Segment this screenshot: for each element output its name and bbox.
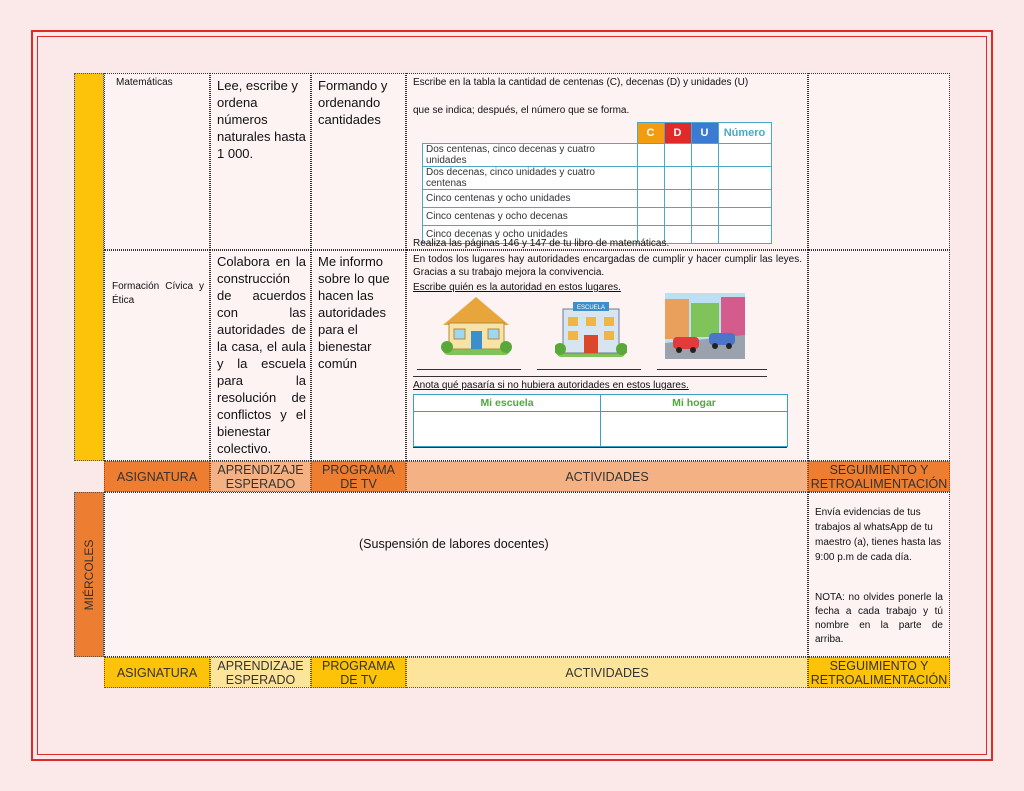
civ-intro: En todos los lugares hay autoridades encargadas de cumplir y hacer cumplir las leyes. Gracias a su trabajo mejora la convivencia. bbox=[413, 254, 802, 278]
cdu-input-c[interactable] bbox=[637, 167, 664, 190]
cdu-input-numero[interactable] bbox=[718, 167, 771, 190]
civ-task2: Anota qué pasaría si no hubiera autoridades en estos lugares. bbox=[413, 380, 689, 391]
header-tv-2: PROGRAMA DE TV bbox=[311, 657, 406, 688]
answer-line-house[interactable] bbox=[417, 369, 521, 370]
math-subject: Matemáticas bbox=[116, 77, 173, 88]
school-sign-text: ESCUELA bbox=[576, 305, 606, 311]
cdu-row-label: Dos decenas, cinco unidades y cuatro centenas bbox=[423, 167, 638, 190]
cdu-input-d[interactable] bbox=[664, 167, 691, 190]
civ-followup-cell bbox=[808, 250, 950, 461]
cdu-header-u: U bbox=[691, 123, 718, 144]
wed-followup-cell bbox=[808, 492, 950, 657]
header-followup: SEGUIMIENTO Y RETROALIMENTACIÓN bbox=[808, 461, 950, 492]
math-learning-cell bbox=[210, 73, 311, 250]
header-subject: ASIGNATURA bbox=[104, 461, 210, 492]
suspension-text: (Suspensión de labores docentes) bbox=[359, 537, 549, 551]
math-instruction-2: que se indica; después, el número que se forma. bbox=[413, 105, 630, 116]
cdu-input-d[interactable] bbox=[664, 208, 691, 226]
civ-tv: Me informo sobre lo que hacen las autoridades para el bienestar común bbox=[318, 254, 390, 371]
math-tv-cell bbox=[311, 73, 406, 250]
civ-learning-cell bbox=[210, 250, 311, 461]
header-learning-2: APRENDIZAJE ESPERADO bbox=[210, 657, 311, 688]
math-tv: Formando y ordenando cantidades bbox=[318, 78, 388, 127]
math-instruction: Escribe en la tabla la cantidad de centenas (C), decenas (D) y unidades (U) bbox=[413, 77, 749, 88]
math-followup-cell bbox=[808, 73, 950, 250]
cdu-header-d: D bbox=[664, 123, 691, 144]
evidence-note: Envía evidencias de tus trabajos al whatsApp de tu maestro (a), tienes hasta las 9:00 p.m de cada día. bbox=[815, 507, 942, 563]
cdu-row-label: Cinco decenas y ocho unidades bbox=[423, 226, 638, 244]
header-learning: APRENDIZAJE ESPERADO bbox=[210, 461, 311, 492]
school-home-table bbox=[413, 394, 788, 447]
civ-activities-cell bbox=[406, 250, 808, 461]
cdu-input-c[interactable] bbox=[637, 208, 664, 226]
header-followup-2: SEGUIMIENTO Y RETROALIMENTACIÓN bbox=[808, 657, 950, 688]
civ-task1: Escribe quién es la autoridad en estos lugares. bbox=[413, 282, 621, 293]
col-mi-escuela: Mi escuela bbox=[414, 395, 601, 412]
cdu-header-numero: Número bbox=[718, 123, 771, 144]
cdu-input-numero[interactable] bbox=[718, 208, 771, 226]
cdu-input-u[interactable] bbox=[691, 208, 718, 226]
cdu-input-c[interactable] bbox=[637, 190, 664, 208]
cdu-input-u[interactable] bbox=[691, 144, 718, 167]
cdu-input-u[interactable] bbox=[691, 226, 718, 244]
wed-content-cell bbox=[104, 492, 808, 657]
math-activities-cell bbox=[406, 73, 808, 250]
cdu-input-numero[interactable] bbox=[718, 144, 771, 167]
header-activities-2: ACTIVIDADES bbox=[406, 657, 808, 688]
cdu-row-label: Cinco centenas y ocho unidades bbox=[423, 190, 638, 208]
answer-line-street[interactable] bbox=[657, 369, 767, 370]
cdu-input-numero[interactable] bbox=[718, 226, 771, 244]
cdu-table bbox=[422, 122, 772, 244]
civ-tv-cell bbox=[311, 250, 406, 461]
cdu-row-label: Cinco centenas y ocho decenas bbox=[423, 208, 638, 226]
day-label-wednesday: MIÉRCOLES bbox=[82, 539, 96, 610]
cdu-row bbox=[423, 167, 772, 190]
header-activities: ACTIVIDADES bbox=[406, 461, 808, 492]
cdu-input-d[interactable] bbox=[664, 190, 691, 208]
cdu-input-numero[interactable] bbox=[718, 190, 771, 208]
cdu-input-u[interactable] bbox=[691, 167, 718, 190]
math-learning: Lee, escribe y ordena números naturales hasta 1 000. bbox=[217, 78, 306, 161]
answer-mi-escuela[interactable] bbox=[414, 412, 601, 447]
cdu-row bbox=[423, 144, 772, 167]
col-mi-hogar: Mi hogar bbox=[601, 395, 788, 412]
civ-subject-cell bbox=[104, 250, 210, 461]
school-icon bbox=[555, 299, 627, 359]
cdu-row bbox=[423, 190, 772, 208]
day-bar-wednesday bbox=[74, 492, 104, 657]
math-footer: Realiza las páginas 146 y 147 de tu libro de matemáticas. bbox=[413, 238, 670, 249]
divider-line-bottom bbox=[413, 447, 787, 448]
cdu-header-c: C bbox=[637, 123, 664, 144]
cdu-input-c[interactable] bbox=[637, 144, 664, 167]
date-note: NOTA: no olvides ponerle la fecha a cada trabajo y tú nombre en la parte de arriba. bbox=[815, 592, 943, 645]
day-bar-top bbox=[74, 73, 104, 461]
answer-mi-hogar[interactable] bbox=[601, 412, 788, 447]
header-subject-2: ASIGNATURA bbox=[104, 657, 210, 688]
math-subject-cell bbox=[104, 73, 210, 250]
cdu-input-d[interactable] bbox=[664, 144, 691, 167]
header-tv: PROGRAMA DE TV bbox=[311, 461, 406, 492]
answer-line-school[interactable] bbox=[537, 369, 641, 370]
cdu-row-label: Dos centenas, cinco decenas y cuatro unidades bbox=[423, 144, 638, 167]
house-icon bbox=[439, 295, 514, 357]
divider-line bbox=[413, 376, 767, 377]
street-icon bbox=[665, 293, 745, 359]
civ-subject: Formación Cívica y Ética bbox=[112, 281, 204, 306]
cdu-row bbox=[423, 208, 772, 226]
cdu-input-u[interactable] bbox=[691, 190, 718, 208]
civ-learning: Colabora en la construcción de acuerdos con las autoridades de la casa, el aula y la escuela para la resolución de conflictos y el bienestar colectivo. bbox=[217, 254, 306, 456]
